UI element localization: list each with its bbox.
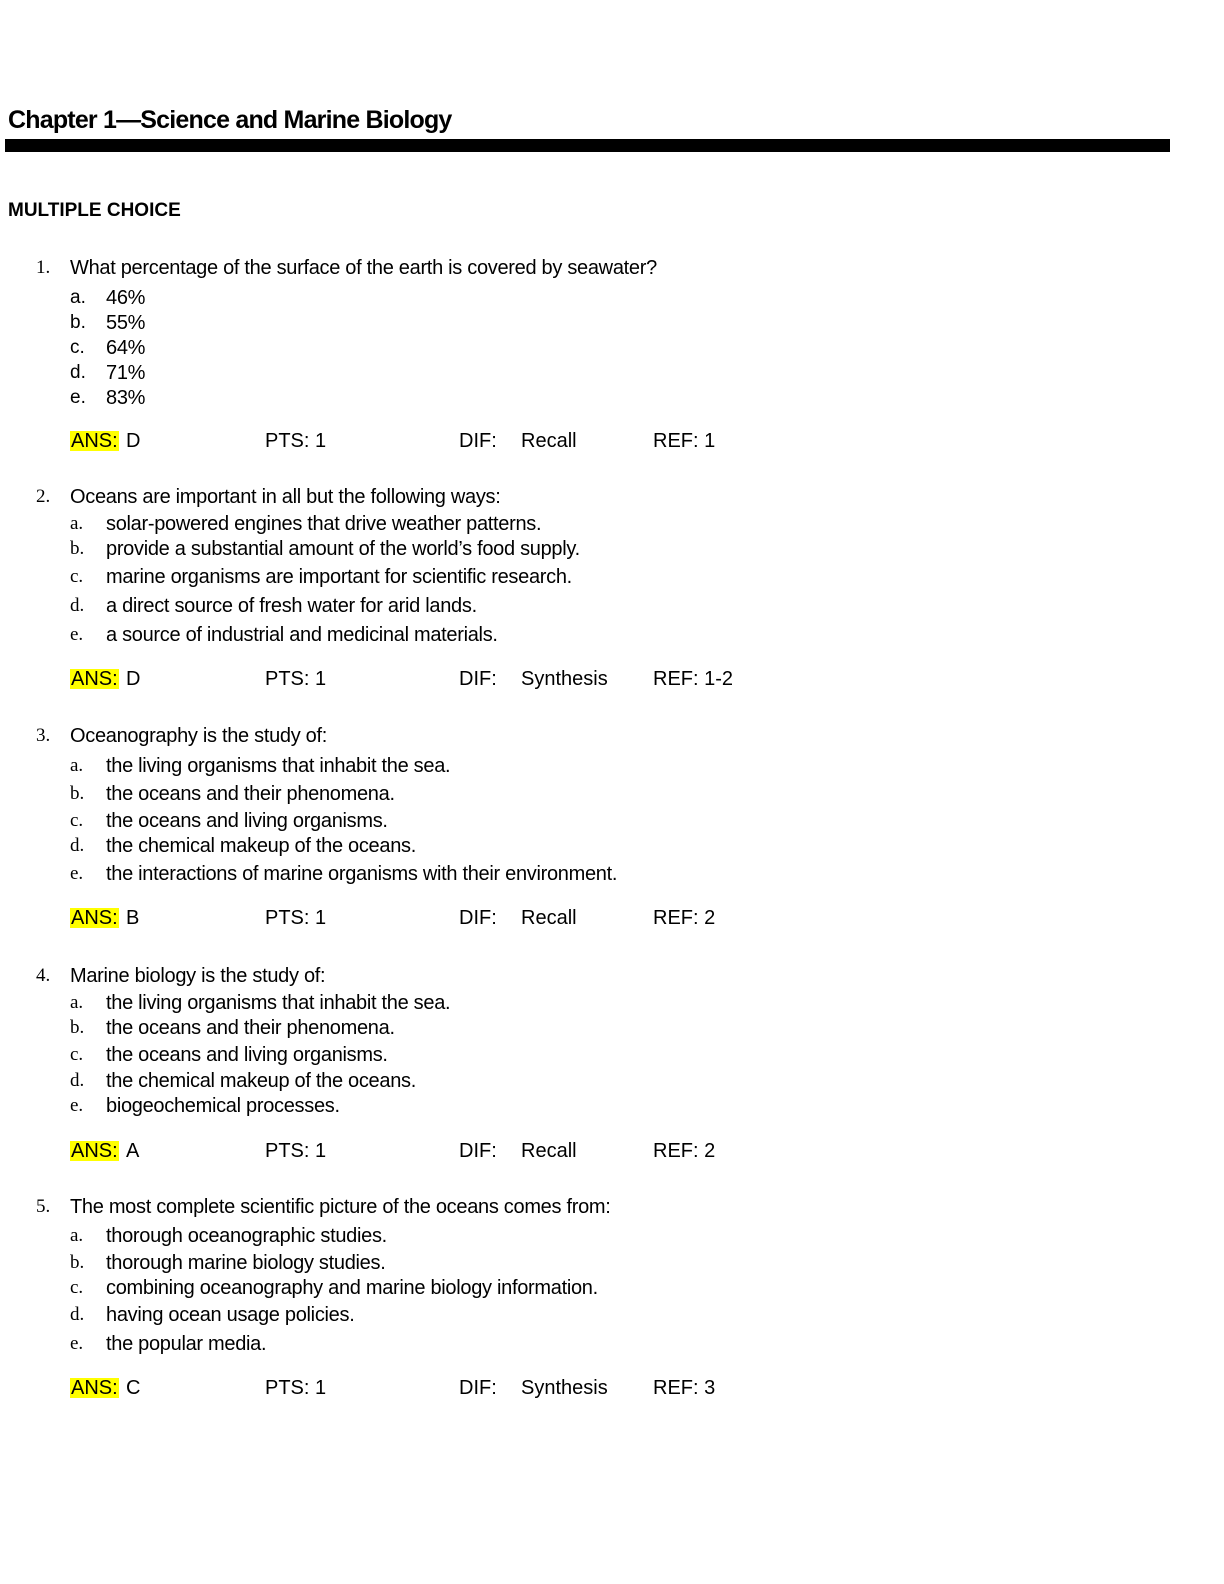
dif-value: Recall [521,1140,577,1162]
choice-letter: c. [70,1044,84,1065]
choice-text: marine organisms are important for scientific research. [106,566,572,588]
choice-letter: d. [70,1070,85,1091]
choice-letter: b. [70,312,86,333]
ans-label: ANS: [71,1377,118,1399]
ans-label: ANS: [71,668,118,690]
ans-value: D [126,668,141,690]
question-number: 2. [36,486,51,507]
choice-text: the oceans and their phenomena. [106,783,395,805]
choice-text: 55% [106,312,146,334]
choice-text: 83% [106,387,146,409]
choice-letter: c. [70,337,85,358]
question-number: 1. [36,257,51,278]
pts-value: PTS: 1 [265,907,327,929]
pts-value: PTS: 1 [265,668,327,690]
choice-letter: e. [70,1095,84,1116]
choice-text: having ocean usage policies. [106,1304,355,1326]
choice-letter: b. [70,783,85,804]
choice-letter: a. [70,755,84,776]
choice-text: the living organisms that inhabit the sea. [106,992,451,1014]
choice-letter: b. [70,538,85,559]
choice-letter: a. [70,513,84,534]
question-text: Marine biology is the study of: [70,965,326,987]
dif-value: Synthesis [521,668,608,690]
pts-value: PTS: 1 [265,1377,327,1399]
choice-text: biogeochemical processes. [106,1095,340,1117]
choice-text: provide a substantial amount of the world’s food supply. [106,538,580,560]
choice-text: the chemical makeup of the oceans. [106,835,416,857]
choice-letter: d. [70,1304,85,1325]
ans-value: D [126,430,141,452]
choice-letter: e. [70,863,84,884]
ans-value: A [126,1140,140,1162]
choice-text: the living organisms that inhabit the sea. [106,755,451,777]
question-text: The most complete scientific picture of the oceans comes from: [70,1196,611,1218]
choice-letter: c. [70,810,84,831]
ans-label: ANS: [71,1140,118,1162]
choice-letter: b. [70,1017,85,1038]
question-text: Oceans are important in all but the following ways: [70,486,501,508]
choice-letter: a. [70,1225,84,1246]
question-text: What percentage of the surface of the earth is covered by seawater? [70,257,657,279]
question-number: 5. [36,1196,51,1217]
choice-letter: d. [70,835,85,856]
choice-text: a direct source of fresh water for arid lands. [106,595,477,617]
ans-label: ANS: [71,907,118,929]
choice-letter: a. [70,287,86,308]
choice-text: a source of industrial and medicinal materials. [106,624,498,646]
choice-text: thorough oceanographic studies. [106,1225,387,1247]
choice-text: the oceans and living organisms. [106,810,388,832]
choice-text: the oceans and living organisms. [106,1044,388,1066]
ref-value: REF: 3 [653,1377,716,1399]
ans-value: C [126,1377,141,1399]
dif-label: DIF: [459,430,497,452]
ans-label: ANS: [71,430,118,452]
choice-letter: e. [70,1333,84,1354]
question-text: Oceanography is the study of: [70,725,328,747]
choice-text: combining oceanography and marine biology information. [106,1277,598,1299]
choice-text: 46% [106,287,146,309]
ref-value: REF: 2 [653,1140,716,1162]
choice-letter: d. [70,595,85,616]
question-number: 4. [36,965,51,986]
dif-value: Recall [521,430,577,452]
choice-letter: e. [70,387,86,408]
section-heading: MULTIPLE CHOICE [8,200,181,221]
dif-value: Recall [521,907,577,929]
ans-value: B [126,907,140,929]
choice-letter: c. [70,1277,84,1298]
question-number: 3. [36,725,51,746]
choice-letter: d. [70,362,86,383]
dif-value: Synthesis [521,1377,608,1399]
choice-letter: b. [70,1252,85,1273]
pts-value: PTS: 1 [265,430,327,452]
dif-label: DIF: [459,1377,497,1399]
chapter-title: Chapter 1—Science and Marine Biology [8,106,452,134]
ref-value: REF: 1-2 [653,668,734,690]
dif-label: DIF: [459,1140,497,1162]
pts-value: PTS: 1 [265,1140,327,1162]
ref-value: REF: 1 [653,430,716,452]
choice-letter: c. [70,566,84,587]
choice-letter: a. [70,992,84,1013]
ref-value: REF: 2 [653,907,716,929]
choice-text: solar-powered engines that drive weather patterns. [106,513,542,535]
choice-text: the chemical makeup of the oceans. [106,1070,416,1092]
choice-text: 71% [106,362,146,384]
choice-text: the interactions of marine organisms with their environment. [106,863,618,885]
dif-label: DIF: [459,668,497,690]
choice-text: 64% [106,337,146,359]
choice-text: the oceans and their phenomena. [106,1017,395,1039]
title-rule [5,139,1170,152]
choice-text: the popular media. [106,1333,267,1355]
choice-letter: e. [70,624,84,645]
choice-text: thorough marine biology studies. [106,1252,386,1274]
dif-label: DIF: [459,907,497,929]
